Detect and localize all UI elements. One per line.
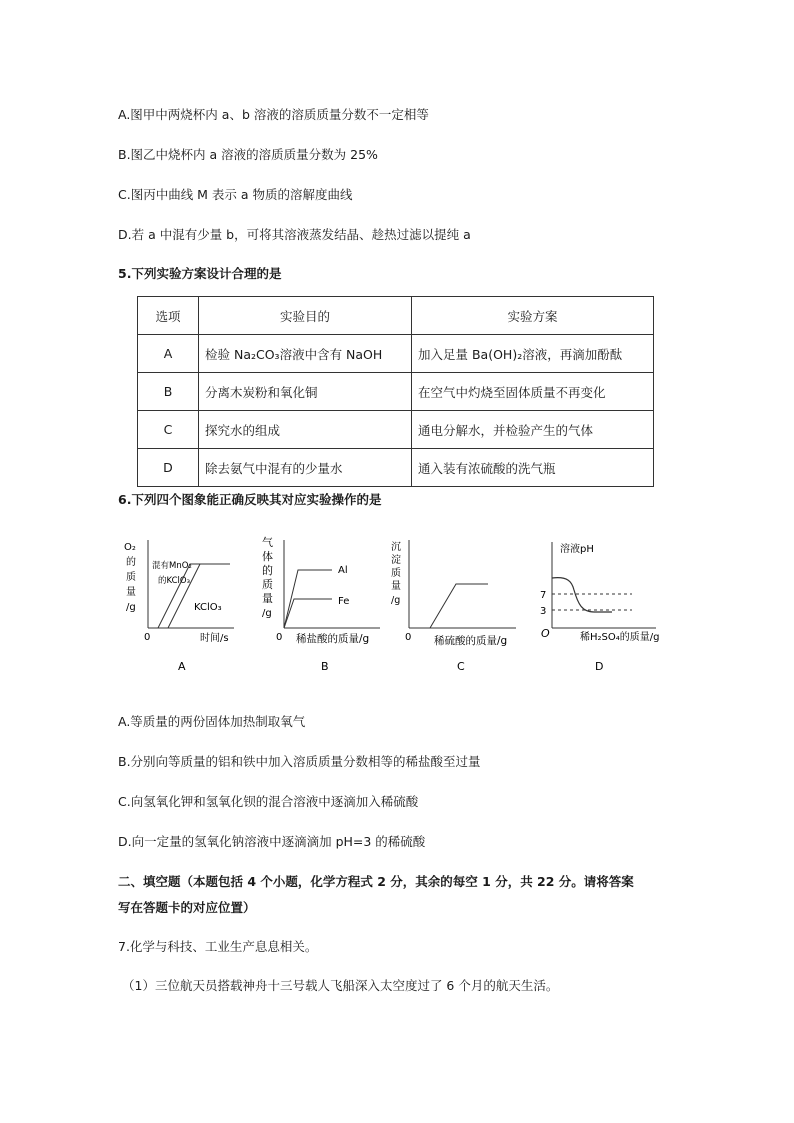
q7-stem: 7.化学与科技、工业生产息息相关。 [118, 939, 318, 954]
graph-d-tick-7: 7 [540, 590, 547, 601]
graph-c-ylabel-0: 沉 [391, 542, 401, 553]
graph-b-line-fe [284, 599, 332, 628]
graph-a-annot-3: KClO₃ [194, 602, 222, 613]
section2-title-line2: 写在答题卡的对应位置） [118, 900, 256, 915]
row-plan: 加入足量 Ba(OH)₂溶液，再滴加酚酞 [412, 335, 654, 373]
header-goal: 实验目的 [199, 297, 412, 335]
q7-sub1: （1）三位航天员搭载神舟十三号载人飞船深入太空度过了 6 个月的航天生活。 [122, 978, 559, 993]
graph-a-annot-2: 的KClO₃ [158, 576, 191, 586]
graph-a-caption: A [178, 660, 186, 672]
row-goal: 探究水的组成 [199, 411, 412, 449]
header-option: 选项 [138, 297, 199, 335]
graph-b-series-fe: Fe [338, 596, 350, 607]
row-option: C [138, 411, 199, 449]
graph-a-xlabel: 时间/s [200, 633, 229, 644]
row-plan: 通电分解水，并检验产生的气体 [412, 411, 654, 449]
graph-a-ylabel-1: 的 [126, 557, 136, 568]
row-plan: 在空气中灼烧至固体质量不再变化 [412, 373, 654, 411]
graph-b-ylabel-0: 气 [262, 536, 273, 549]
q6-graphs [110, 532, 670, 672]
graph-c-ylabel-4: /g [391, 595, 401, 606]
row-option: A [138, 335, 199, 373]
row-goal: 检验 Na₂CO₃溶液中含有 NaOH [199, 335, 412, 373]
graph-b-xlabel: 稀盐酸的质量/g [296, 633, 370, 645]
graph-b-ylabel-4: 量 [262, 592, 273, 605]
row-plan: 通入装有浓硫酸的洗气瓶 [412, 449, 654, 487]
graph-c-ylabel-1: 淀 [391, 555, 401, 566]
graph-b-ylabel-5: /g [262, 608, 272, 619]
graph-b-ylabel-3: 质 [262, 578, 273, 591]
header-plan: 实验方案 [412, 297, 654, 335]
graph-a-origin: 0 [144, 632, 151, 643]
graph-c-xlabel: 稀硫酸的质量/g [434, 635, 508, 647]
graph-d-origin: O [541, 627, 550, 640]
graph-c-ylabel-2: 质 [391, 568, 401, 579]
graph-a-ylabel-0: O₂ [124, 542, 136, 553]
q4-option-b: B.图乙中烧杯内 a 溶液的溶质质量分数为 25% [118, 147, 378, 162]
q6-option-c: C.向氢氧化钾和氢氧化钡的混合溶液中逐滴加入稀硫酸 [118, 794, 419, 809]
graph-d-ylabel: 溶液pH [560, 544, 594, 555]
q5-table [137, 296, 654, 487]
table-row [138, 411, 654, 449]
graph-b-ylabel-2: 的 [262, 564, 273, 577]
row-goal: 除去氨气中混有的少量水 [199, 449, 412, 487]
graph-d [540, 542, 659, 672]
graph-b-origin: 0 [276, 632, 283, 643]
graph-c-ylabel-3: 量 [391, 581, 401, 592]
graph-b-ylabel-1: 体 [262, 550, 273, 563]
graph-a-ylabel-3: 量 [126, 587, 136, 598]
q4-option-c: C.图丙中曲线 M 表示 a 物质的溶解度曲线 [118, 187, 353, 202]
row-option: B [138, 373, 199, 411]
graph-a-ylabel-4: /g [126, 602, 136, 613]
table-row [138, 373, 654, 411]
graph-d-xlabel: 稀H₂SO₄的质量/g [580, 632, 660, 643]
graph-a-line-plain [148, 564, 230, 628]
graph-c-origin: 0 [405, 632, 412, 643]
graph-a-line-catalyzed [148, 564, 230, 628]
table-header-row [138, 297, 654, 335]
section2-title-line1: 二、填空题（本题包括 4 个小题，化学方程式 2 分，其余的每空 1 分，共 22 分。请将答案 [118, 874, 634, 889]
row-goal: 分离木炭粉和氧化铜 [199, 373, 412, 411]
q6-option-d: D.向一定量的氢氧化钠溶液中逐滴滴加 pH=3 的稀硫酸 [118, 834, 426, 849]
graph-b-caption: B [321, 660, 329, 672]
graph-c [391, 540, 516, 672]
table-row [138, 449, 654, 487]
graph-d-curve [552, 578, 612, 612]
q6-option-b: B.分别向等质量的铝和铁中加入溶质质量分数相等的稀盐酸至过量 [118, 754, 481, 769]
graph-a [124, 540, 234, 672]
graph-c-caption: C [457, 660, 465, 672]
q6-option-a: A.等质量的两份固体加热制取氧气 [118, 714, 306, 729]
q6-stem: 6.下列四个图象能正确反映其对应实验操作的是 [118, 492, 382, 507]
graph-d-tick-3: 3 [540, 606, 547, 617]
graph-d-caption: D [595, 660, 604, 672]
graph-b-series-al: Al [338, 565, 348, 576]
row-option: D [138, 449, 199, 487]
graph-a-ylabel-2: 质 [126, 572, 136, 583]
graph-c-line [430, 584, 488, 628]
q4-option-a: A.图甲中两烧杯内 a、b 溶液的溶质质量分数不一定相等 [118, 107, 429, 122]
q5-stem: 5.下列实验方案设计合理的是 [118, 266, 282, 281]
q4-option-d: D.若 a 中混有少量 b，可将其溶液蒸发结晶、趁热过滤以提纯 a [118, 227, 471, 242]
graph-a-annot-1: 混有MnO₂ [152, 561, 192, 571]
table-row [138, 335, 654, 373]
graph-b [262, 535, 380, 672]
